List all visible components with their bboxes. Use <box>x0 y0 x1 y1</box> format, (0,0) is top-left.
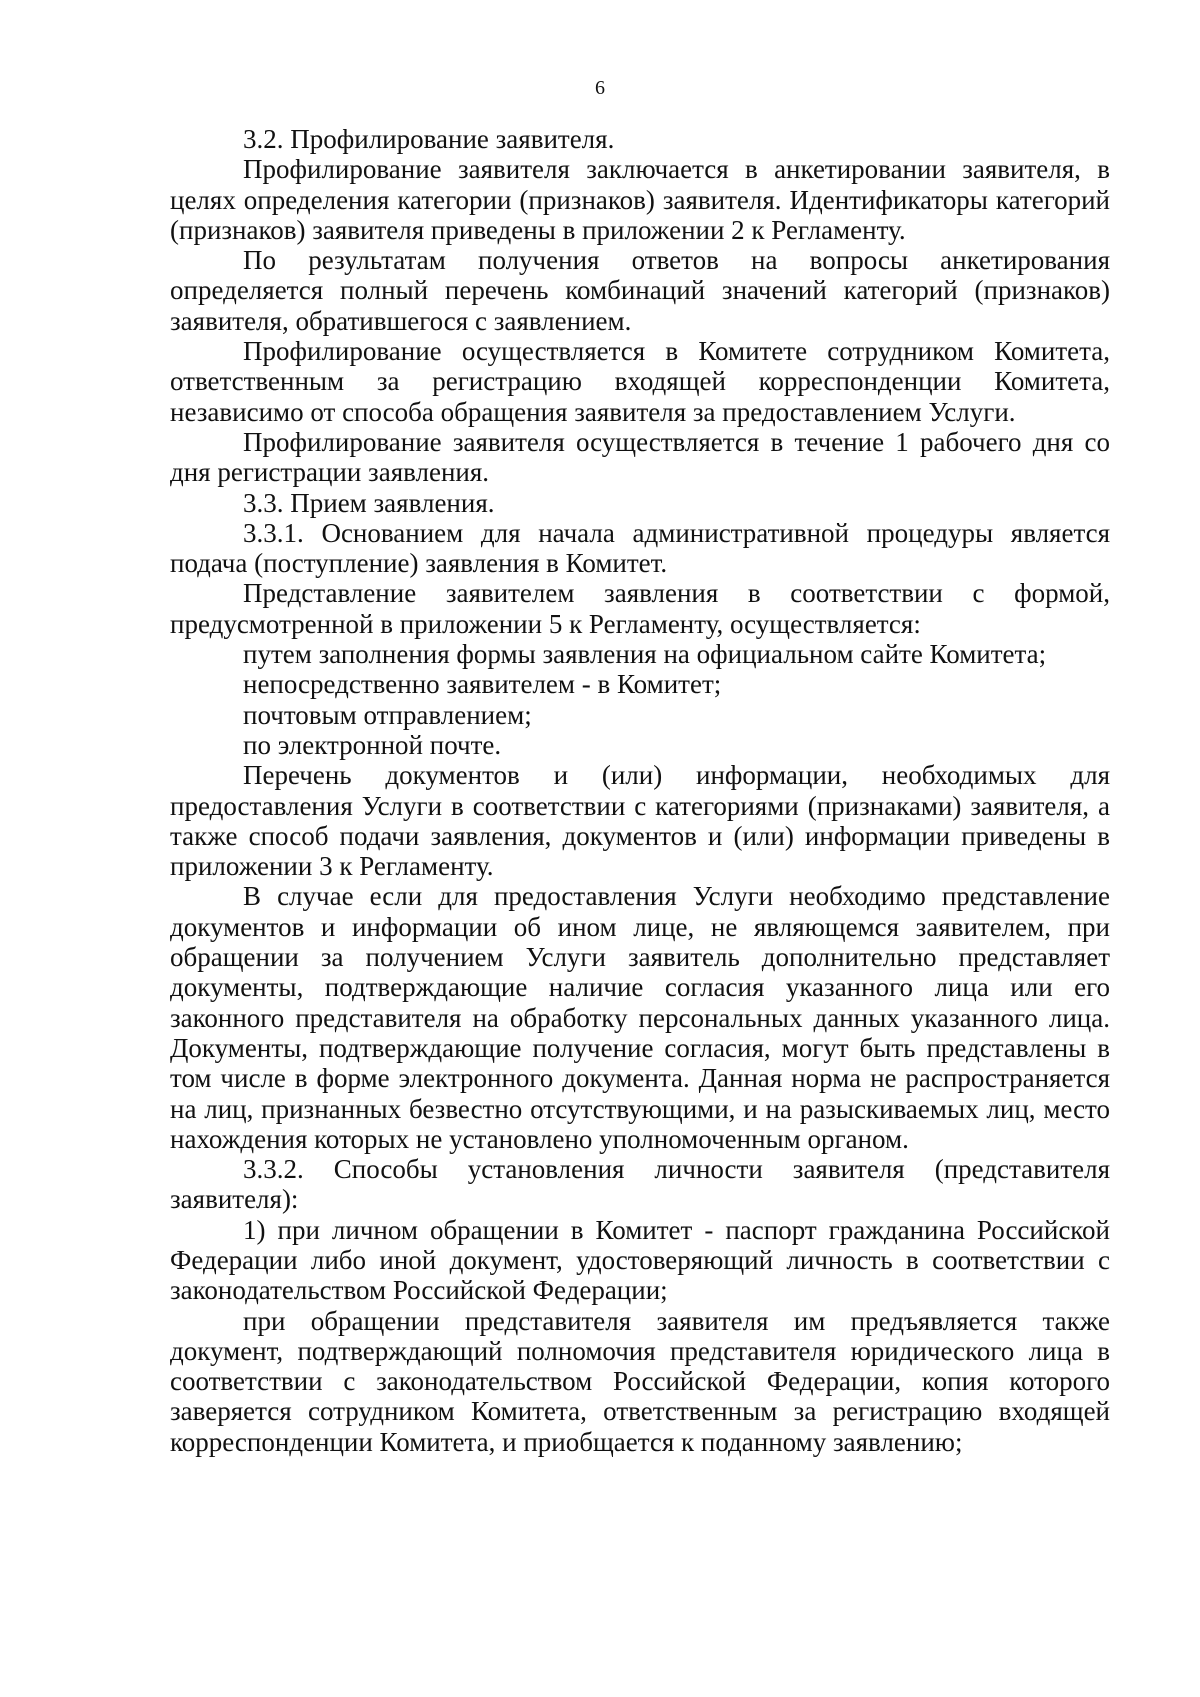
list-item: путем заполнения формы заявления на официальном сайте Комитета; <box>243 639 1047 670</box>
paragraph: 1) при личном обращении в Комитет - паспорт гражданина Российской Федерации либо иной документ, удостоверяющий личность в соответствии с законодательством Российской Федерации; <box>170 1214 1110 1306</box>
list-item: по электронной почте. <box>243 729 502 760</box>
page-number: 6 <box>595 77 605 99</box>
paragraph: Перечень документов и (или) информации, необходимых для предоставления Услуги в соответствии с категориями (признаками) заявителя, а также способ подачи заявления, документов и (или) информации приведены в приложении 3 к Регламенту. <box>170 760 1110 882</box>
paragraph: при обращении представителя заявителя им предъявляется также документ, подтверждающий полномочия представителя юридического лица в соответствии с законодательством Российской Федерации, копия которого заверяется сотрудником Комитета, ответственным за регистрацию входящей корреспонденции Комитета, и приобщается к поданному заявлению; <box>170 1305 1110 1457</box>
document-body <box>170 124 1110 1457</box>
paragraph: Профилирование заявителя заключается в анкетировании заявителя, в целях определения категории (признаков) заявителя. Идентификаторы категорий (признаков) заявителя приведены в приложении 2 к Регламенту. <box>170 154 1110 245</box>
section-heading-3-3: 3.3. Прием заявления. <box>243 487 495 518</box>
paragraph: По результатам получения ответов на вопросы анкетирования определяется полный перечень комбинаций значений категорий (признаков) заявителя, обратившегося с заявлением. <box>170 245 1110 336</box>
paragraph: Представление заявителем заявления в соответствии с формой, предусмотренной в приложении 5 к Регламенту, осуществляется: <box>170 578 1110 639</box>
list-item: почтовым отправлением; <box>243 699 532 730</box>
paragraph: Профилирование осуществляется в Комитете сотрудником Комитета, ответственным за регистрацию входящей корреспонденции Комитета, независимо от способа обращения заявителя за предоставлением Услуги. <box>170 336 1110 427</box>
section-heading-3-2: 3.2. Профилирование заявителя. <box>243 124 615 154</box>
paragraph: В случае если для предоставления Услуги необходимо представление документов и информации об ином лице, не являющемся заявителем, при обращении за получением Услуги заявитель дополнительно представляет документы, подтверждающие наличие согласия указанного лица или его законного представителя на обработку персональных данных указанного лица. Документы, подтверждающие получение согласия, могут быть представлены в том числе в форме электронного документа. Данная норма не распространяется на лиц, признанных безвестно отсутствующими, и на разыскиваемых лиц, место нахождения которых не установлено уполномоченным органом. <box>170 881 1110 1154</box>
paragraph: Профилирование заявителя осуществляется в течение 1 рабочего дня со дня регистрации заявления. <box>170 426 1110 488</box>
section-heading-3-3-2: 3.3.2. Способы установления личности заявителя (представителя заявителя): <box>170 1154 1110 1215</box>
paragraph: 3.3.1. Основанием для начала административной процедуры является подача (поступление) заявления в Комитет. <box>170 517 1110 579</box>
list-item: непосредственно заявителем - в Комитет; <box>243 669 722 700</box>
